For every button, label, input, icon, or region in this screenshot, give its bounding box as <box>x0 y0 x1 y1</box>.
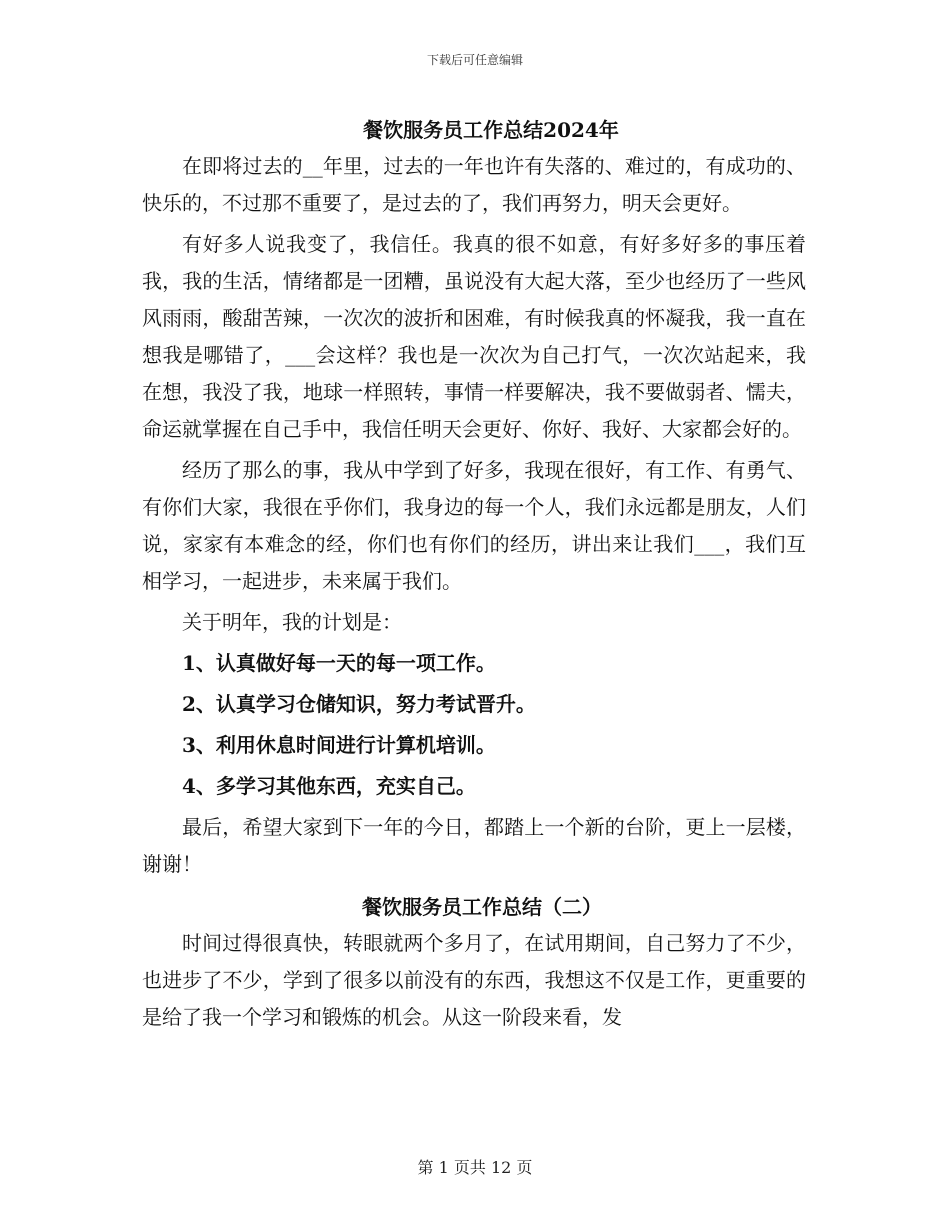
paragraph-1: 在即将过去的__年里，过去的一年也许有失落的、难过的，有成功的、快乐的，不过那不重要了，是过去的了，我们再努力，明天会更好。 <box>142 154 806 215</box>
paragraph-2: 有好多人说我变了，我信任。我真的很不如意，有好多好多的事压着我，我的生活，情绪都是一团糟，虽说没有大起大落，至少也经历了一些风风雨雨，酸甜苦辣，一次次的波折和困难，有时候我真的怀凝我，我一直在想我是哪错了，___会这样？我也是一次次为自己打气，一次次站起来，我在想，我没了我，地球一样照转，事情一样要解决，我不要做弱者、懦夫，命运就掌握在自己手中，我信任明天会更好、你好、我好、大家都会好的。 <box>142 232 806 441</box>
section-2-paragraph: 时间过得很真快，转眼就两个多月了，在试用期间，自己努力了不少，也进步了不少，学到了很多以前没有的东西，我想这不仅是工作，更重要的是给了我一个学习和锻炼的机会。从这一阶段来看，发 <box>142 931 806 1029</box>
paragraph-3: 经历了那么的事，我从中学到了好多，我现在很好，有工作、有勇气、有你们大家，我很在乎你们，我身边的每一个人，我们永远都是朋友，人们说，家家有本难念的经，你们也有你们的经历，讲出来让我们___，我们互相学习，一起进步，未来属于我们。 <box>142 458 806 593</box>
closing-paragraph: 最后，希望大家到下一年的今日，都踏上一个新的台阶，更上一层楼，谢谢！ <box>142 815 806 876</box>
document-title: 餐饮服务员工作总结2024年 <box>363 118 619 142</box>
document-body <box>142 112 806 1036</box>
plan-item-1: 1、认真做好每一天的每一项工作。 <box>182 651 496 675</box>
page-header: 下载后可任意编辑 <box>426 53 523 67</box>
section-2-title: 餐饮服务员工作总结（二） <box>362 895 602 919</box>
plan-item-3: 3、利用休息时间进行计算机培训。 <box>182 733 496 757</box>
paragraph-plan-intro: 关于明年，我的计划是： <box>182 610 402 634</box>
plan-item-2: 2、认真学习仓储知识，努力考试晋升。 <box>182 692 536 716</box>
page-footer: 第 1 页共 12 页 <box>417 1158 533 1177</box>
plan-item-4: 4、多学习其他东西，充实自己。 <box>182 774 476 798</box>
